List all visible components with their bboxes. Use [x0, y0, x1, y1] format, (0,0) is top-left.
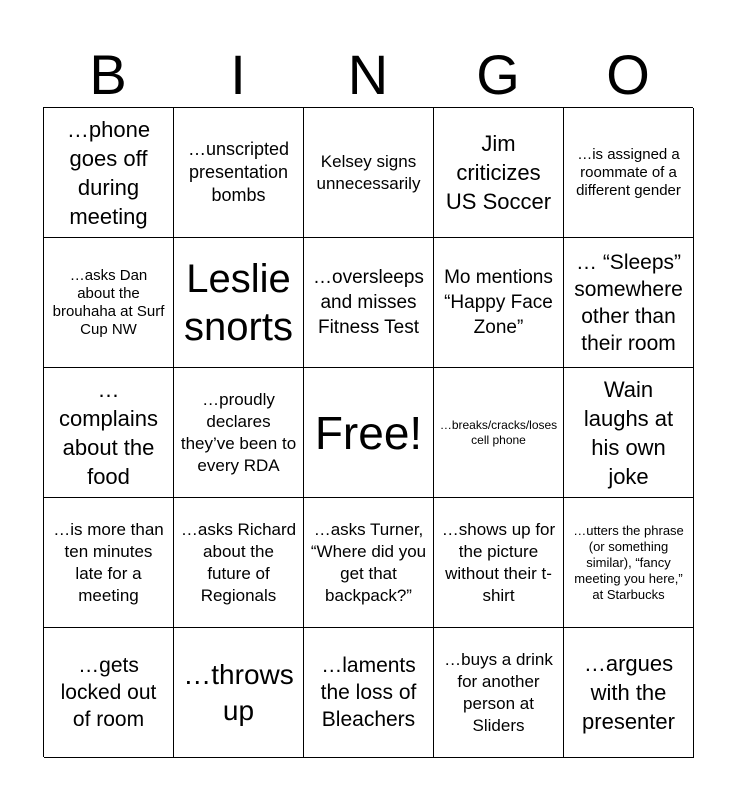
bingo-cell-text: Mo mentions “Happy Face Zone” [444, 267, 553, 338]
bingo-cell-r5-c5[interactable] [564, 628, 694, 758]
bingo-cell-r2-c2[interactable] [174, 238, 304, 368]
bingo-cell-r3-c1[interactable] [44, 368, 174, 498]
bingo-cell-text: …asks Richard about the future of Regionals [180, 519, 297, 605]
bingo-cell-text: …complains about the food [58, 376, 159, 489]
bingo-cell-r1-c3[interactable] [304, 108, 434, 238]
bingo-cell-text: …oversleeps and misses Fitness Test [313, 267, 424, 338]
bingo-cell-text: …breaks/cracks/loses cell phone [439, 417, 558, 447]
bingo-cell-r4-c2[interactable] [174, 498, 304, 628]
bingo-cell-text: … “Sleeps” somewhere other than their room [574, 250, 683, 355]
bingo-cell-r2-c3[interactable] [304, 238, 434, 368]
bingo-cell-text: Wain laughs at his own joke [583, 376, 674, 489]
header-letter-i: I [230, 43, 246, 106]
bingo-cell-text: …buys a drink for another person at Sliders [444, 649, 553, 735]
bingo-cell-r5-c4[interactable] [434, 628, 564, 758]
bingo-cell-text: …proudly declares they’ve been to every RDA [180, 389, 297, 475]
bingo-cell-text: …gets locked out of room [60, 654, 157, 731]
bingo-cell-r1-c5[interactable] [564, 108, 694, 238]
bingo-cell-text: Free! [314, 406, 423, 459]
bingo-cell-r3-c5[interactable] [564, 368, 694, 498]
bingo-cell-r4-c1[interactable] [44, 498, 174, 628]
bingo-cell-text: Leslie snorts [184, 256, 293, 349]
bingo-cell-r2-c5[interactable] [564, 238, 694, 368]
bingo-cell-r2-c4[interactable] [434, 238, 564, 368]
bingo-cell-r1-c2[interactable] [174, 108, 304, 238]
bingo-cell-text: …throws up [183, 658, 294, 726]
bingo-cell-text: …shows up for the picture without their t-shirt [441, 519, 556, 605]
bingo-cell-r1-c1[interactable] [44, 108, 174, 238]
bingo-cell-text: …unscripted presentation bombs [187, 139, 290, 205]
bingo-cell-r3-c2[interactable] [174, 368, 304, 498]
bingo-cell-r4-c4[interactable] [434, 498, 564, 628]
header-letter-b: B [89, 43, 127, 106]
bingo-cell-r5-c1[interactable] [44, 628, 174, 758]
bingo-cell-text: Kelsey signs unnecessarily [316, 151, 421, 193]
bingo-cell-r3-c4[interactable] [434, 368, 564, 498]
bingo-cell-r4-c3[interactable] [304, 498, 434, 628]
bingo-cell-text: …laments the loss of Bleachers [320, 654, 417, 731]
bingo-cell-text: …is assigned a roommate of a different gender [576, 145, 681, 199]
bingo-cell-text: …utters the phrase (or something similar), “fancy meeting you here,” at Starbucks [573, 522, 684, 602]
bingo-cell-r3-c3[interactable] [304, 368, 434, 498]
bingo-cell-r2-c1[interactable] [44, 238, 174, 368]
bingo-cell-r5-c3[interactable] [304, 628, 434, 758]
bingo-cell-r5-c2[interactable] [174, 628, 304, 758]
bingo-cell-text: …phone goes off during meeting [66, 116, 151, 229]
bingo-header [43, 44, 693, 106]
bingo-cell-r1-c4[interactable] [434, 108, 564, 238]
header-letter-g: G [476, 43, 520, 106]
bingo-cell-r4-c5[interactable] [564, 498, 694, 628]
bingo-cell-text: …asks Turner, “Where did you get that backpack?” [310, 519, 427, 605]
header-letter-n: N [347, 43, 389, 106]
bingo-cell-text: …is more than ten minutes late for a meeting [53, 519, 164, 605]
bingo-cell-text: Jim criticizes US Soccer [445, 131, 552, 214]
bingo-cell-text: …argues with the presenter [582, 651, 675, 734]
bingo-card-grid [43, 107, 693, 757]
header-letter-o: O [606, 43, 650, 106]
bingo-cell-text: …asks Dan about the brouhaha at Surf Cup NW [52, 266, 165, 338]
